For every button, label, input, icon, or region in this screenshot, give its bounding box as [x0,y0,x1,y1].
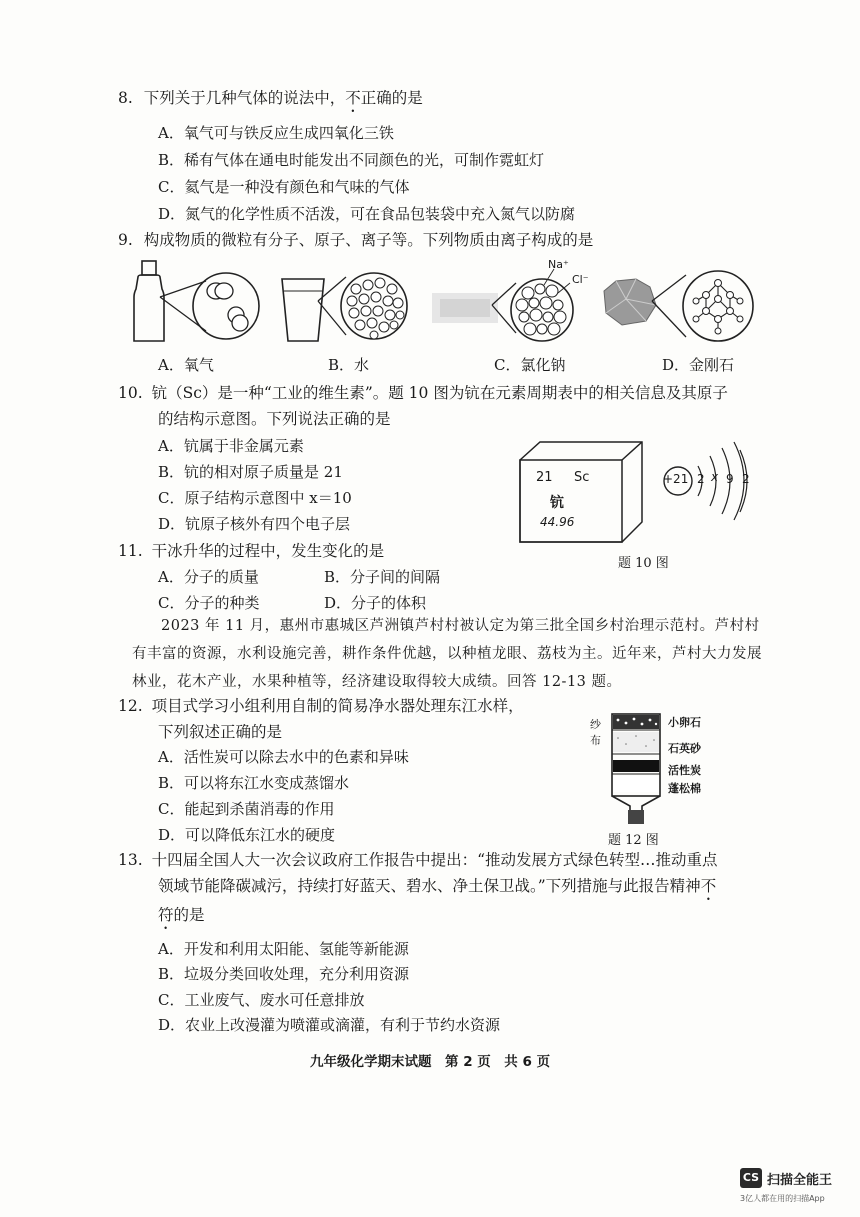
q10-option-c: C．原子结构示意图中 x＝10 [158,489,352,507]
q10-option-a: A．钪属于非金属元素 [158,437,304,455]
watermark-subtitle: 3亿人都在用的扫描App [740,1194,825,1203]
page-footer: 九年级化学期末试题 第 2 页 共 6 页 [310,1054,551,1070]
q10-stem-line-2: 的结构示意图。下列说法正确的是 [158,410,391,428]
q12-stem-text-1: 项目式学习小组利用自制的简易净水器处理东江水样， [151,697,524,715]
q13-stem-line-1 [118,850,718,870]
scandium-atom-structure [650,440,770,540]
q11-option-d: D．分子的体积 [324,594,427,612]
q8-stem-post: 正确的是 [360,89,423,107]
element-symbol: Sc [574,470,590,485]
scandium-element-cell [518,438,648,546]
q12-stem-line-2: 下列叙述正确的是 [158,723,283,741]
q8-option-a: A．氧气可与铁反应生成四氧化三铁 [158,124,394,142]
q10-figure-caption: 题 10 图 [618,556,669,571]
q9-option-d: D．金刚石 [662,356,735,374]
q11-option-a: A．分子的质量 [158,568,259,586]
q8-stem-pre: 下列关于几种气体的说法中， [143,89,346,107]
q13-option-d: D．农业上改漫灌为喷灌或滴灌，有利于节约水资源 [158,1016,501,1034]
filter-gauze-label-1: 纱 [590,718,601,731]
water-filter-diagram [606,710,666,830]
q9-stem [118,230,593,250]
sodium-chloride-crystal-icon [432,269,573,341]
q12-option-a: A．活性炭可以除去水中的色素和异味 [158,748,409,766]
q9-na-ion-label: Na⁺ [548,258,569,271]
q12-stem-line-1 [118,696,524,716]
q11-option-b: B．分子间的间隔 [324,568,441,586]
q10-option-b: B．钪的相对原子质量是 21 [158,463,343,481]
reading-passage: 2023 年 11 月，惠州市惠城区芦洲镇芦村村被认定为第三批全国乡村治理示范村。芦村村有丰富的资源，水利设施完善，耕作条件优越，以种植龙眼、荔枝为主。近年来，芦村大力发展林业，花木产业，水果种植等，经济建设取得较大成绩。回答 12-13 题。 [132,618,762,690]
q9-stem-text: 构成物质的微粒有分子、原子、离子等。下列物质由离子构成的是 [143,231,594,249]
q8-stem-emphasis: 不 [345,89,361,107]
q10-stem-text-1: 钪（Sc）是一种“工业的维生素”。题 10 图为钪在元素周期表中的相关信息及其原子 [151,384,728,402]
q11-number: 11. [118,542,143,560]
q13-stem-line-3 [158,905,205,933]
atom-nucleus-charge: +21 [663,472,689,486]
q10-stem-line-1 [118,383,728,403]
atom-shell-1: 2 [697,472,705,486]
filter-label-cotton: 蓬松棉 [668,782,701,795]
q13-stem-emphasis-2: 符 [158,906,174,924]
q12-option-b: B．可以将东江水变成蒸馏水 [158,774,350,792]
q13-option-c: C．工业废气、废水可任意排放 [158,991,365,1009]
q13-option-a: A．开发和利用太阳能、氢能等新能源 [158,940,409,958]
q13-number: 13. [118,851,143,869]
watermark-title: 扫描全能王 [767,1173,833,1188]
atom-shell-2: x [711,470,719,484]
diamond-icon [604,271,753,341]
q13-stem-text-2: 领域节能降碳减污，持续打好蓝天、碧水、净土保卫战。”下列措施与此报告精神 [158,877,701,895]
q11-stem [118,541,384,561]
q12-number: 12. [118,697,143,715]
q13-stem-emphasis-1: 不 [700,877,717,895]
q13-option-b: B．垃圾分类回收处理，充分利用资源 [158,965,410,983]
q8-number: 8. [118,89,133,107]
q8-option-c: C．氦气是一种没有颜色和气味的气体 [158,178,410,196]
filter-gauze-label-2: 布 [590,734,601,747]
q8-option-b: B．稀有气体在通电时能发出不同颜色的光，可制作霓虹灯 [158,151,545,169]
q9-option-c: C．氯化钠 [494,356,566,374]
q12-option-d: D．可以降低东江水的硬度 [158,826,336,844]
camscanner-logo-icon: CS [740,1168,762,1188]
atom-shell-4: 2 [742,472,750,486]
filter-label-activated-carbon: 活性炭 [668,764,701,777]
atom-shell-3: 9 [726,472,734,486]
element-atomic-mass: 44.96 [540,515,575,529]
q12-figure-caption: 题 12 图 [608,833,659,848]
q13-stem-text-3: 的是 [173,906,205,924]
q11-option-c: C．分子的种类 [158,594,260,612]
q12-option-c: C．能起到杀菌消毒的作用 [158,800,335,818]
q8-option-d: D．氮气的化学性质不活泼，可在食品包装袋中充入氮气以防腐 [158,205,576,223]
water-glass-icon [282,273,407,341]
filter-label-pebbles: 小卵石 [668,716,701,729]
oxygen-bottle-icon [134,261,259,341]
q8-stem [118,88,423,116]
q13-stem-line-2 [158,876,716,904]
q10-option-d: D．钪原子核外有四个电子层 [158,515,351,533]
q13-stem-text-1: 十四届全国人大一次会议政府工作报告中提出：“推动发展方式绿色转型…推动重点 [151,851,718,869]
q9-number: 9. [118,231,133,249]
filter-label-quartz-sand: 石英砂 [668,742,701,755]
element-atomic-number: 21 [536,470,553,485]
q9-particle-illustrations [130,255,770,355]
q9-cl-ion-label: Cl⁻ [572,273,589,286]
q9-option-a: A．氧气 [158,356,214,374]
q9-option-b: B．水 [328,356,370,374]
q10-number: 10. [118,384,143,402]
element-name: 钪 [550,495,564,511]
q11-stem-text: 干冰升华的过程中，发生变化的是 [151,542,385,560]
